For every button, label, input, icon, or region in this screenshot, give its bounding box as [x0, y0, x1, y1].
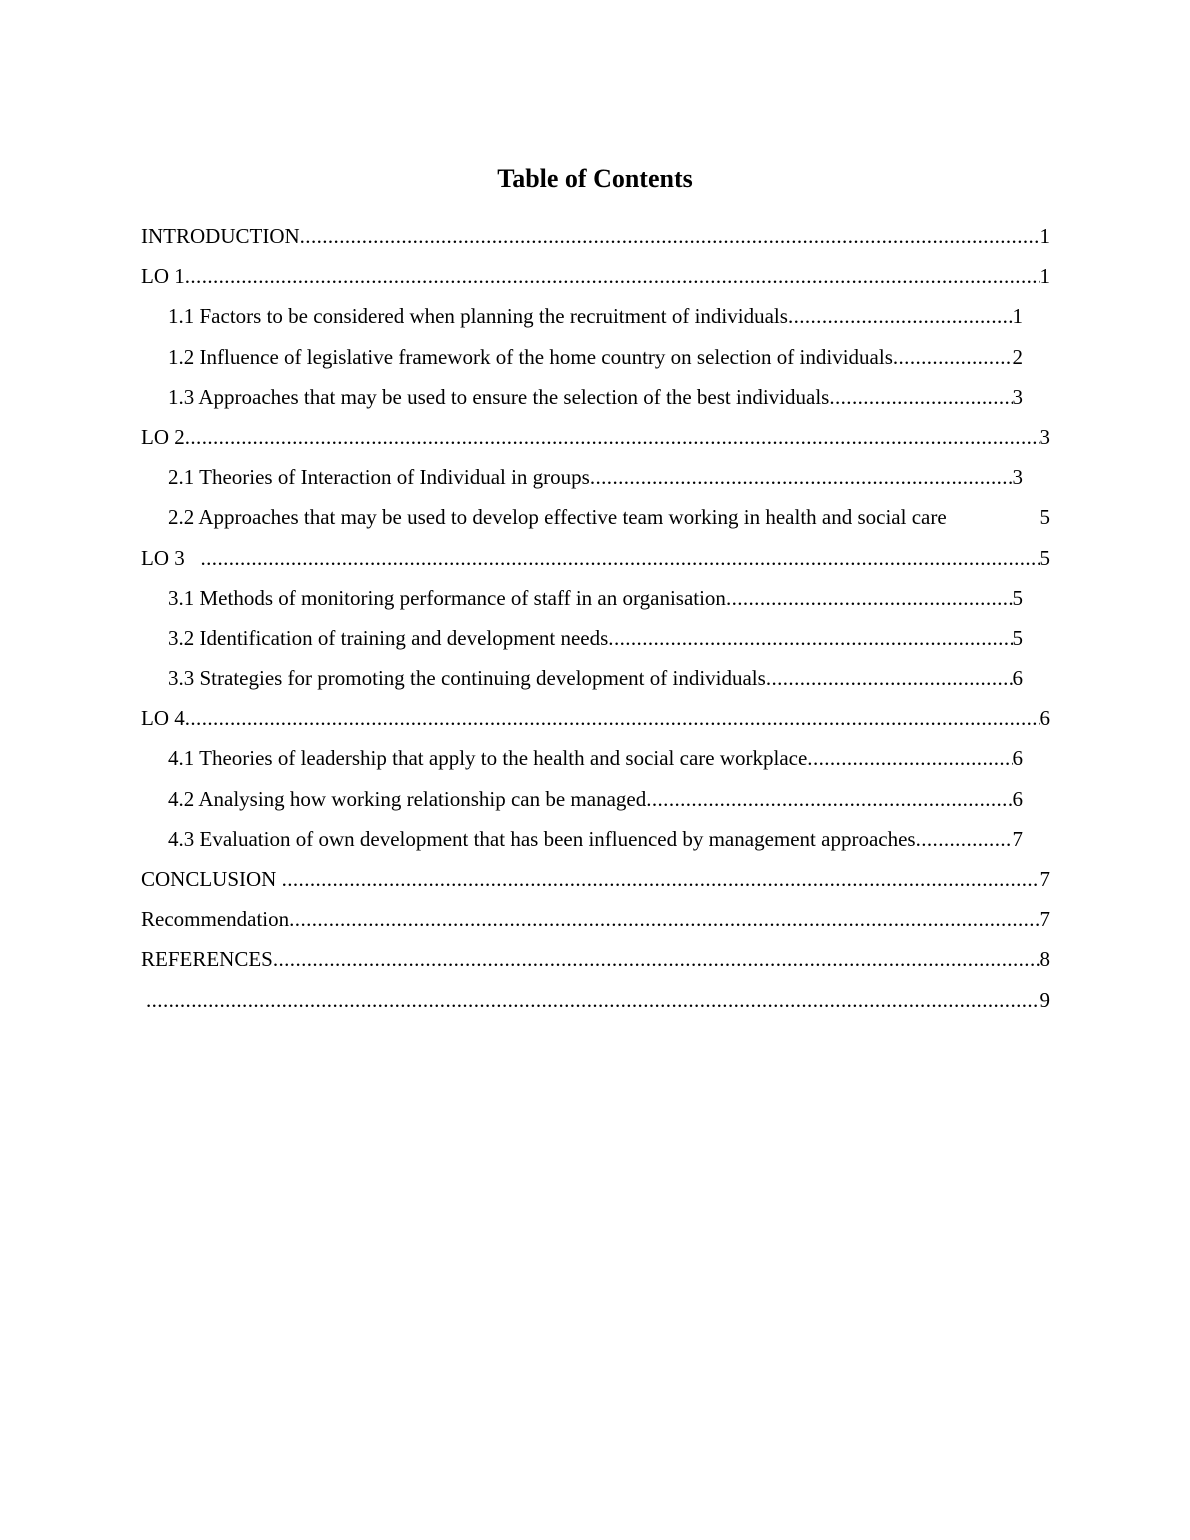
- toc-entry-label: Recommendation: [141, 907, 290, 932]
- toc-entry-2-2[interactable]: [168, 497, 1050, 537]
- toc-entry-3-1[interactable]: [168, 578, 1023, 618]
- toc-entry-label: 2.1 Theories of Interaction of Individual in groups: [168, 465, 590, 490]
- toc-entry-conclusion[interactable]: [141, 859, 1050, 899]
- toc-dot-leader: [185, 698, 1040, 738]
- toc-page-number: 5: [1012, 585, 1023, 610]
- toc-entry-introduction[interactable]: [141, 216, 1050, 256]
- toc-page-number: 6: [1039, 706, 1050, 731]
- toc-entry-label: LO 1: [141, 264, 185, 289]
- toc-page-number: 1: [1039, 224, 1050, 248]
- toc-entry-label: 4.1 Theories of leadership that apply to the health and social care workplace: [168, 746, 808, 771]
- toc-dot-leader: [185, 417, 1040, 457]
- toc-entry-lo1[interactable]: [141, 256, 1050, 296]
- toc-dot-leader: [185, 256, 1040, 296]
- toc-entry-label: 3.1 Methods of monitoring performance of staff in an organisation: [168, 585, 726, 610]
- toc-entry-1-1[interactable]: [168, 296, 1023, 336]
- toc-page-number: 7: [1039, 867, 1050, 891]
- toc-entry-lo3[interactable]: [141, 538, 1050, 578]
- toc-list: [141, 216, 1051, 1020]
- toc-entry-label: 1.3 Approaches that may be used to ensure the selection of the best individuals: [168, 384, 830, 409]
- toc-dot-leader: [590, 457, 1013, 497]
- toc-entry-label: 4.2 Analysing how working relationship can be managed: [168, 786, 647, 811]
- toc-entry-label: 2.2 Approaches that may be used to develop effective team working in health and social care: [168, 505, 952, 530]
- toc-page-number: 2: [1012, 344, 1023, 369]
- toc-entry-4-3[interactable]: [168, 819, 1023, 859]
- toc-entry-3-2[interactable]: [168, 618, 1023, 658]
- toc-entry-lo4[interactable]: [141, 698, 1050, 738]
- toc-entry-3-3[interactable]: [168, 658, 1023, 698]
- toc-entry-2-1[interactable]: [168, 457, 1023, 497]
- toc-dot-leader: [146, 980, 1040, 1020]
- toc-entry-label: 1.2 Influence of legislative framework of the home country on selection of individuals: [168, 344, 893, 369]
- toc-entry-label: LO 3: [141, 545, 201, 570]
- toc-dot-leader: [201, 538, 1040, 578]
- toc-dot-leader: [282, 859, 1040, 899]
- toc-dot-leader: [893, 337, 1013, 377]
- toc-page-number: 5: [1012, 625, 1023, 650]
- toc-dot-leader: [807, 738, 1012, 778]
- toc-entry-label: 1.1 Factors to be considered when planning the recruitment of individuals: [168, 304, 788, 329]
- toc-page-number: 7: [1012, 826, 1023, 851]
- toc-dot-leader: [829, 377, 1012, 417]
- toc-dot-leader: [916, 819, 1013, 859]
- toc-entry-4-2[interactable]: [168, 779, 1023, 819]
- toc-entry-1-2[interactable]: [168, 337, 1023, 377]
- toc-entry-label: LO 2: [141, 424, 185, 449]
- toc-dot-leader: [646, 779, 1012, 819]
- toc-page-number: 9: [1039, 987, 1050, 1012]
- toc-entry-untitled[interactable]: [146, 980, 1050, 1020]
- toc-entry-recommendation[interactable]: [141, 899, 1050, 939]
- toc-entry-label: 3.3 Strategies for promoting the continuing development of individuals: [168, 666, 766, 691]
- toc-page-number: 8: [1039, 947, 1050, 972]
- toc-entry-label: 4.3 Evaluation of own development that has been influenced by management approaches: [168, 826, 916, 851]
- toc-page-number: 5: [1039, 505, 1050, 530]
- toc-title: Table of Contents: [497, 164, 693, 193]
- toc-page-number: 3: [1012, 384, 1023, 409]
- toc-page-number: 1: [1012, 304, 1023, 329]
- toc-page-number: 7: [1039, 907, 1050, 932]
- toc-page-number: 6: [1012, 666, 1023, 691]
- toc-dot-leader: [766, 658, 1013, 698]
- toc-entry-label: LO 4: [141, 706, 185, 731]
- toc-entry-label: CONCLUSION: [141, 867, 282, 891]
- toc-dot-leader: [788, 296, 1013, 336]
- toc-entry-lo2[interactable]: [141, 417, 1050, 457]
- toc-entry-references[interactable]: [141, 939, 1050, 979]
- toc-dot-leader: [289, 899, 1039, 939]
- toc-entry-label: INTRODUCTION: [141, 224, 300, 248]
- toc-entry-1-3[interactable]: [168, 377, 1023, 417]
- toc-page-number: 3: [1012, 465, 1023, 490]
- toc-dot-leader: [300, 216, 1040, 256]
- toc-page-number: 3: [1039, 424, 1050, 449]
- toc-dot-leader: [726, 578, 1013, 618]
- toc-entry-4-1[interactable]: [168, 738, 1023, 778]
- toc-page-number: 1: [1039, 264, 1050, 289]
- toc-page-number: 5: [1039, 545, 1050, 570]
- toc-dot-leader: [273, 939, 1040, 979]
- toc-dot-leader: [608, 618, 1012, 658]
- toc-page-number: 6: [1012, 746, 1023, 771]
- toc-entry-label: 3.2 Identification of training and development needs: [168, 625, 609, 650]
- toc-page-number: 6: [1012, 786, 1023, 811]
- toc-entry-label: REFERENCES: [141, 947, 273, 972]
